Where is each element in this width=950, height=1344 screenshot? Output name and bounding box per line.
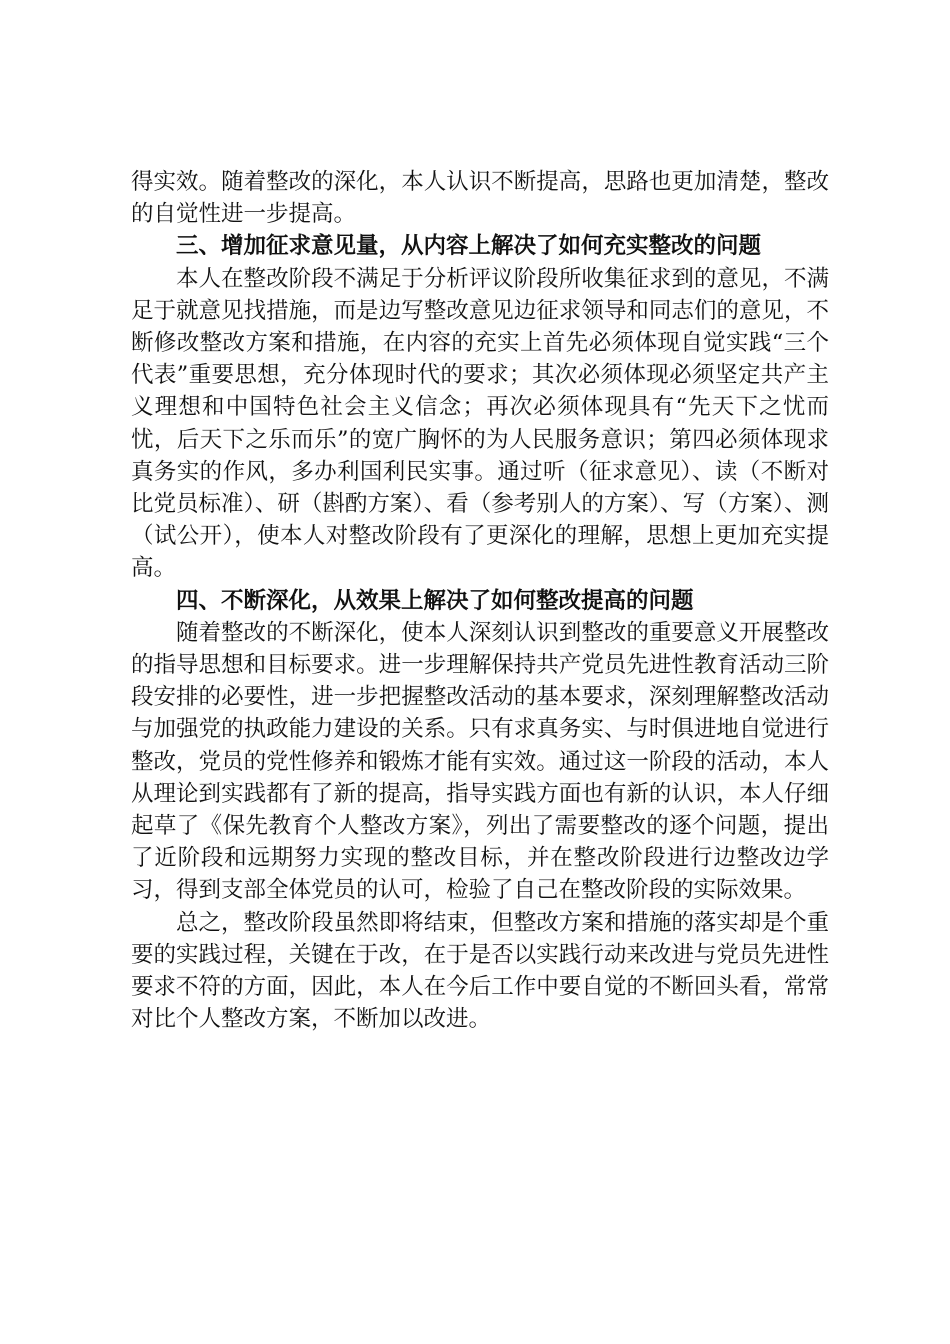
section-heading-3: 三、增加征求意见量，从内容上解决了如何充实整改的问题 (176, 233, 762, 260)
conclusion-paragraph: 总之，整改阶段虽然即将结束，但整改方案和措施的落实却是个重要的实践过程，关键在于改，在于是否以实践行动来改进与党员先进性要求不符的方面，因此，本人在今后工作中要自觉的不断回头看，常常对比个人整改方案，不断加以改进。 (131, 909, 829, 1033)
document-body (131, 166, 829, 1035)
body-paragraph: 随着整改的不断深化，使本人深刻认识到整改的重要意义开展整改的指导思想和目标要求。进一步理解保持共产党员先进性教育活动三阶段安排的必要性，进一步把握整改活动的基本要求，深刻理解整改活动与加强党的执政能力建设的关系。只有求真务实、与时俱进地自觉进行整改，党员的党性修养和锻炼才能有实效。通过这一阶段的活动，本人从理论到实践都有了新的提高，指导实践方面也有新的认识，本人仔细起草了《保先教育个人整改方案》，列出了需要整改的逐个问题，提出了近阶段和远期努力实现的整改目标，并在整改阶段进行边整改边学习，得到支部全体党员的认可，检验了自己在整改阶段的实际效果。 (131, 619, 829, 904)
body-paragraph: 本人在整改阶段不满足于分析评议阶段所收集征求到的意见，不满足于就意见找措施，而是边写整改意见边征求领导和同志们的意见，不断修改整改方案和措施，在内容的充实上首先必须体现自觉实践“三个代表”重要思想，充分体现时代的要求；其次必须体现必须坚定共产主义理想和中国特色社会主义信念；再次必须体现具有“先天下之忧而忧，后天下之乐而乐”的宽广胸怀的为人民服务意识；第四必须体现求真务实的作风，多办利国利民实事。通过听（征求意见）、读（不断对比党员标准）、研（斟酌方案）、看（参考别人的方案）、写（方案）、测（试公开），使本人对整改阶段有了更深化的理解，思想上更加充实提高。 (131, 265, 829, 582)
continuation-paragraph: 得实效。随着整改的深化，本人认识不断提高，思路也更加清楚，整改的自觉性进一步提高。 (131, 169, 829, 228)
section-heading-4: 四、不断深化，从效果上解决了如何整改提高的问题 (176, 587, 694, 614)
